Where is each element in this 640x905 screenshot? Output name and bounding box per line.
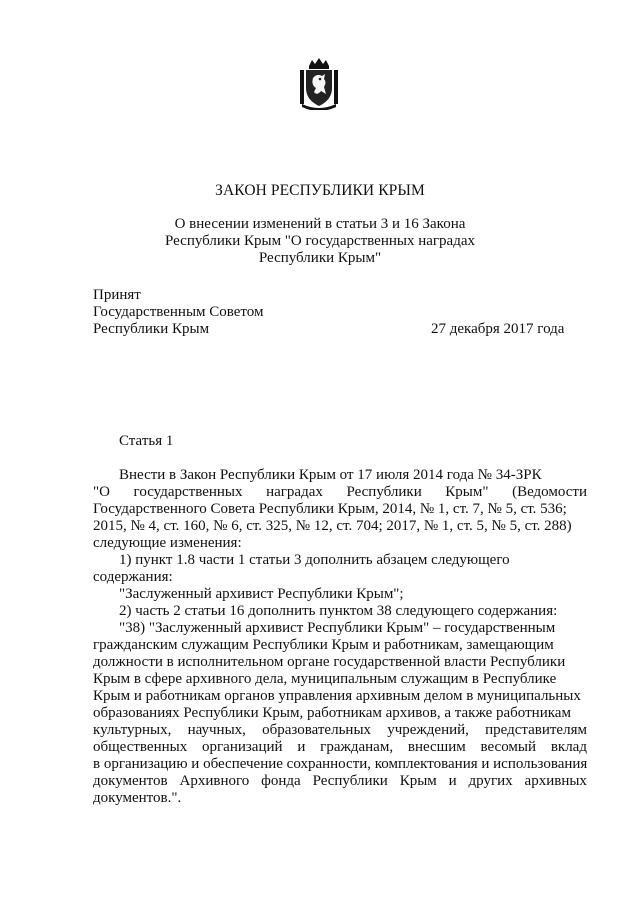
word: внесшим [407, 739, 466, 755]
adoption-line: Государственным Советом [93, 304, 264, 320]
word: других [468, 773, 513, 789]
body-line [93, 484, 587, 501]
word: культурных, [93, 722, 172, 738]
word: общественных [93, 739, 188, 755]
adoption-line: Принят [93, 287, 141, 303]
word: вклад [550, 739, 587, 755]
adoption-line: Республики Крым [93, 321, 210, 337]
word: фонда [261, 773, 301, 789]
word: весомый [480, 739, 537, 755]
word: образовательных [262, 722, 372, 738]
word: Республики [312, 773, 388, 789]
subtitle-line: Республики Крым" [258, 250, 382, 266]
body-line: содержания: [93, 569, 173, 585]
article-body [93, 467, 587, 807]
word: Крым [399, 773, 437, 789]
article-heading: Статья 1 [119, 433, 174, 449]
body-line: Крым и работникам органов управления архивным делом в муниципальных [93, 688, 581, 704]
word: Республики [346, 484, 422, 500]
law-title: ЗАКОН РЕСПУБЛИКИ КРЫМ [215, 182, 425, 199]
body-line: "Заслуженный архивист Республики Крым"; [119, 586, 404, 602]
word: (Ведомости [512, 484, 587, 500]
crimea-coat-of-arms-icon [299, 58, 339, 110]
body-line: гражданским служащим Республики Крым и работникам, замещающим [93, 637, 554, 653]
word: Архивного [179, 773, 250, 789]
word: документов [93, 773, 168, 789]
body-line: в организацию и обеспечение сохранности, комплектования и использования [93, 756, 588, 772]
body-line: должности в исполнительном органе государственной власти Республики [93, 654, 566, 670]
word: научных, [187, 722, 246, 738]
word: представителям [485, 722, 587, 738]
word: "О [93, 484, 110, 500]
body-line: следующие изменения: [93, 535, 242, 551]
word: и [448, 773, 457, 789]
body-line [93, 739, 587, 756]
adoption-block [93, 287, 264, 338]
body-line: 1) пункт 1.8 части 1 статьи 3 дополнить абзацем следующего [119, 552, 510, 568]
body-line: 2) часть 2 статьи 16 дополнить пунктом 38 следующего содержания: [119, 603, 558, 619]
adoption-date: 27 декабря 2017 года [431, 321, 565, 337]
body-line: Крым в сфере архивного дела, муниципальным служащим в Республике [93, 671, 557, 687]
word: Крым" [445, 484, 489, 500]
subtitle-line: О внесении изменений в статьи 3 и 16 Закона [174, 216, 466, 232]
body-line [93, 722, 587, 739]
word: учреждений, [387, 722, 469, 738]
body-line: Внести в Закон Республики Крым от 17 июля 2014 года № 34-ЗРК [119, 467, 542, 483]
word: наградах [266, 484, 323, 500]
word: архивных [524, 773, 587, 789]
body-line [93, 773, 587, 790]
body-line: "38) "Заслуженный архивист Республики Крым" – государственным [119, 620, 556, 636]
body-line: документов.". [93, 790, 182, 806]
body-line: 2015, № 4, ст. 160, № 6, ст. 325, № 12, ст. 704; 2017, № 1, ст. 5, № 5, ст. 288) [93, 518, 572, 534]
subtitle-line: Республики Крым "О государственных наградах [164, 233, 476, 249]
body-line: Государственного Совета Республики Крым, 2014, № 1, ст. 7, № 5, ст. 536; [93, 501, 567, 517]
word: гражданам, [320, 739, 394, 755]
word: государственных [133, 484, 243, 500]
word: и [297, 739, 306, 755]
word: организаций [202, 739, 283, 755]
body-line: образованиях Республики Крым, работникам архивов, а также работникам [93, 705, 571, 721]
law-subtitle [0, 216, 640, 267]
